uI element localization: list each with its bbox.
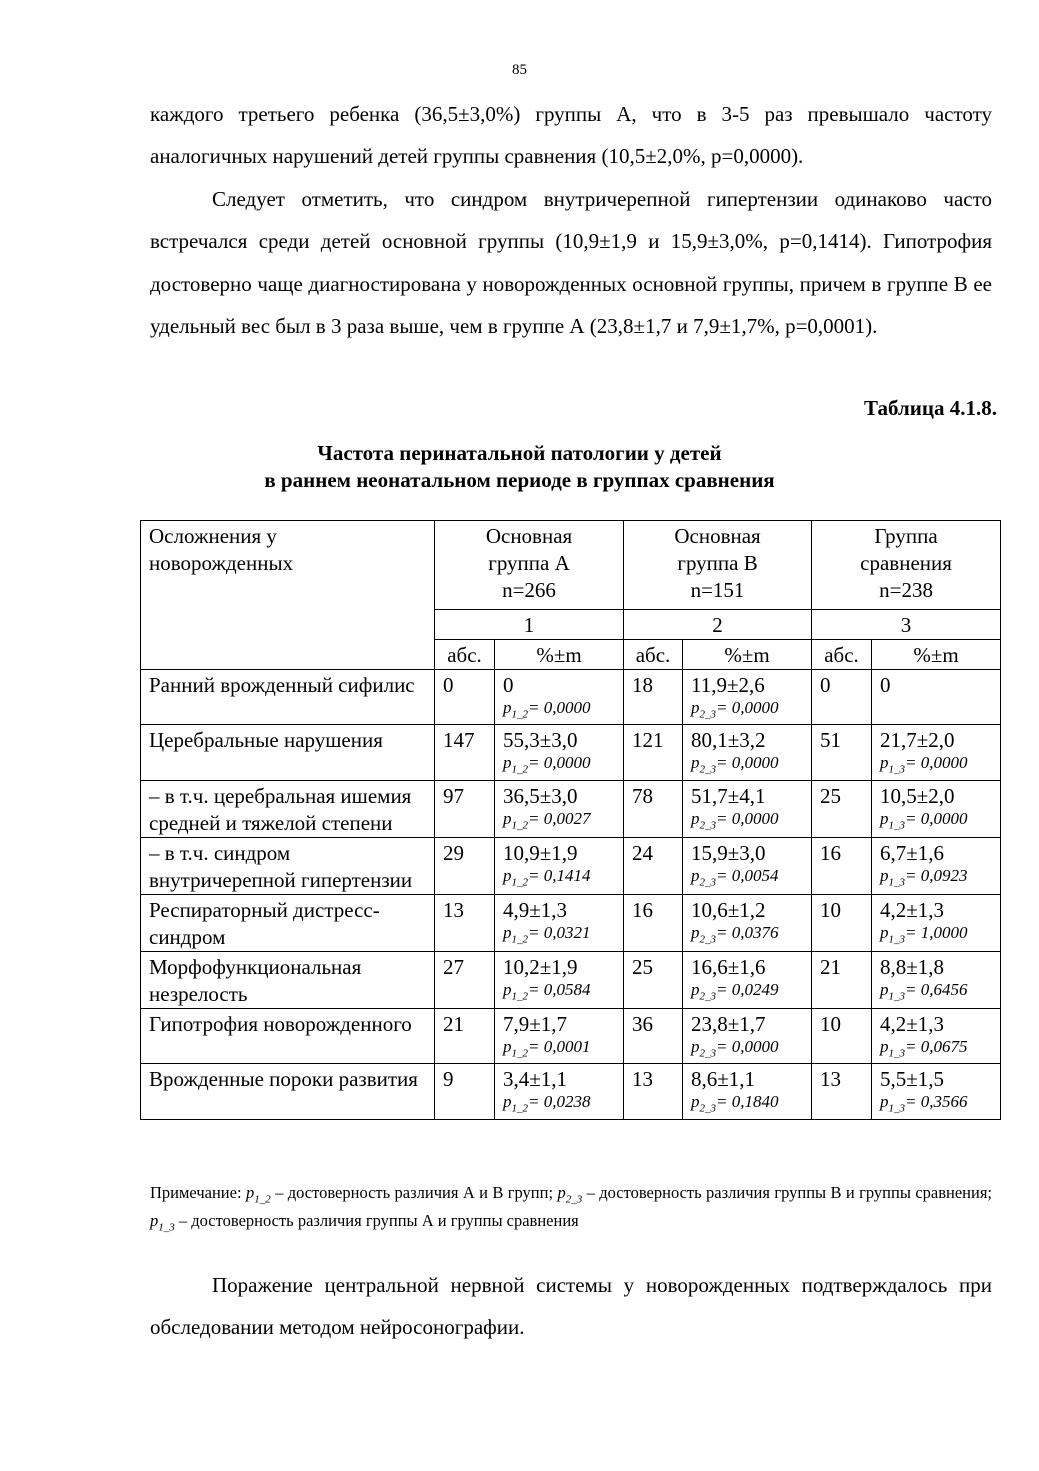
cell-c-abs-value: 51: [820, 728, 842, 753]
cell-a-abs-value: 0: [443, 673, 454, 697]
p-value: $p_{1\_2}= 0,0321$: [503, 922, 591, 946]
cell-a-pct: [495, 894, 624, 951]
cell-a-abs-value: 13: [443, 897, 464, 922]
p-value: $p_{1\_2}= 0,0001$: [503, 1036, 591, 1060]
table-label: Таблица 4.1.8.: [864, 396, 997, 420]
cell-a-abs: [435, 1008, 495, 1063]
subheader-abs: абс.: [624, 640, 683, 670]
cell-b-abs: [624, 780, 683, 837]
cell-c-pct: [872, 1064, 1001, 1119]
cell-b-abs: [624, 951, 683, 1008]
p-value: $p_{2\_3}= 0,0054$: [691, 865, 779, 889]
subheader-pct: %±m: [872, 640, 1001, 670]
group-c-n: n=238: [879, 578, 933, 602]
row-label-value: – в т.ч. церебральная ишемия средней и тяжелой степени: [149, 783, 412, 835]
cell-c-pct: [872, 951, 1001, 1008]
cell-a-abs-value: 29: [443, 840, 464, 865]
body-text-top: [150, 93, 992, 347]
group-a-number: 1: [435, 610, 624, 640]
cell-a-pct: [495, 1008, 624, 1063]
p-value: $p_{2\_3}= 0,1840$: [691, 1092, 779, 1115]
cell-a-pct-value: 10,9±1,9: [503, 840, 578, 865]
cell-a-pct-value: 4,9±1,3: [503, 897, 568, 922]
cell-b-pct-value: 51,7±4,1: [691, 783, 766, 808]
cell-b-pct: [683, 1064, 812, 1119]
p-value: $p_{1\_2}= 0,0027$: [503, 808, 591, 832]
p-value: $p_{2\_3}= 0,0000$: [691, 808, 779, 832]
cell-c-pct: [872, 725, 1001, 780]
row-label: [141, 837, 435, 894]
cell-a-pct: [495, 670, 624, 725]
cell-c-pct: [872, 837, 1001, 894]
cell-b-abs-value: 25: [632, 954, 654, 979]
cell-c-abs: [812, 725, 872, 780]
subheader-pct: %±m: [495, 640, 624, 670]
cell-b-abs: [624, 837, 683, 894]
cell-c-abs: [812, 670, 872, 725]
group-b-n: n=151: [690, 578, 745, 602]
cell-c-abs-value: 13: [820, 1067, 842, 1092]
cell-c-pct: [872, 1008, 1001, 1063]
cell-b-pct-value: 16,6±1,6: [691, 954, 766, 979]
cell-c-pct-value: 8,8±1,8: [880, 954, 945, 979]
cell-a-pct-value: 0: [503, 673, 514, 697]
cell-b-abs: [624, 894, 683, 951]
paragraph-2: Следует отметить, что синдром внутричерепной гипертензии одинаково часто встречался среди детей основной группы (10,9±1,9 и 15,9±3,0%, p=0,1414). Гипотрофия достоверно чаще диагностирована у новорожденных основной группы, причем в группе В ее удельный вес был в 3 раза выше, чем в группе А (23,8±1,7 и 7,9±1,7%, p=0,0001).: [150, 186, 992, 339]
row-label: [141, 1008, 435, 1063]
cell-c-pct: [872, 670, 1001, 725]
cell-a-abs: [435, 894, 495, 951]
row-label-value: Гипотрофия новорожденного: [149, 1011, 412, 1036]
table-caption-line-1: Частота перинатальной патологии у детей: [317, 441, 722, 465]
header-group-a: [435, 521, 624, 610]
p-value: $p_{1\_2}= 0,1414$: [503, 865, 591, 889]
p-value: $p_{1\_2}= 0,0000$: [503, 698, 591, 721]
body-text-bottom: [150, 1264, 992, 1349]
group-b-line2: группа В: [677, 551, 758, 575]
cell-b-abs: [624, 1064, 683, 1119]
cell-b-pct-value: 80,1±3,2: [691, 728, 766, 753]
table-row: [141, 670, 1001, 725]
row-label: [141, 670, 435, 725]
cell-b-abs-value: 121: [632, 728, 664, 753]
p-value: $p_{1\_3}= 1,0000$: [880, 922, 968, 946]
cell-b-pct: [683, 837, 812, 894]
group-b-line1: Основная: [674, 524, 761, 548]
header-group-b: [624, 521, 812, 610]
pathology-table: [140, 520, 1001, 1120]
cell-a-pct: [495, 780, 624, 837]
p-value: $p_{1\_2}= 0,0000$: [503, 753, 591, 776]
cell-b-pct-value: 10,6±1,2: [691, 897, 766, 922]
table-caption-line-2: в раннем неонатальном периоде в группах сравнения: [264, 468, 775, 492]
cell-c-abs: [812, 837, 872, 894]
header-complications: Осложнения у новорожденных: [141, 521, 435, 670]
table-row: [141, 725, 1001, 780]
cell-c-pct-value: 6,7±1,6: [880, 840, 945, 865]
cell-b-abs: [624, 670, 683, 725]
cell-c-pct-value: 0: [880, 673, 891, 697]
cell-a-pct-value: 36,5±3,0: [503, 783, 578, 808]
cell-a-abs: [435, 780, 495, 837]
group-b-number: 2: [624, 610, 812, 640]
cell-a-abs: [435, 951, 495, 1008]
cell-c-abs: [812, 894, 872, 951]
cell-b-abs: [624, 725, 683, 780]
row-label-value: Церебральные нарушения: [149, 728, 383, 753]
subheader-abs: абс.: [812, 640, 872, 670]
cell-a-abs: [435, 725, 495, 780]
cell-b-pct: [683, 780, 812, 837]
cell-b-abs-value: 13: [632, 1067, 654, 1092]
cell-a-abs: [435, 837, 495, 894]
table-note: Примечание: $p_{1\_2}$ – достоверность различия А и В групп; $p_{2\_3}$ – достоверность различия группы В и группы сравнения; $p_{1\_3}$ – достоверность различия группы А и группы сравнения: [150, 1183, 992, 1234]
p-value: $p_{1\_2}= 0,0238$: [503, 1092, 591, 1115]
cell-b-abs: [624, 1008, 683, 1063]
row-label: [141, 725, 435, 780]
cell-c-pct-value: 4,2±1,3: [880, 1011, 945, 1036]
row-label: [141, 1064, 435, 1119]
p-value: $p_{1\_3}= 0,0675$: [880, 1036, 968, 1060]
page-number: 85: [512, 62, 527, 78]
subheader-pct: %±m: [683, 640, 812, 670]
p-value: $p_{1\_3}= 0,0923$: [880, 865, 968, 889]
table-row: [141, 894, 1001, 951]
p-value: $p_{1\_3}= 0,3566$: [880, 1092, 968, 1115]
paragraph-3: Поражение центральной нервной системы у новорожденных подтверждалось при обследовании методом нейросонографии.: [150, 1273, 992, 1340]
p-value: $p_{1\_2}= 0,0584$: [503, 979, 591, 1003]
p-value: $p_{2\_3}= 0,0000$: [691, 698, 779, 721]
cell-a-pct-value: 3,4±1,1: [503, 1067, 568, 1092]
row-label-value: Респираторный дистресс-синдром: [149, 897, 380, 949]
cell-b-pct: [683, 670, 812, 725]
table-row: [141, 780, 1001, 837]
cell-a-abs-value: 9: [443, 1067, 454, 1092]
p-value: $p_{1\_3}= 0,0000$: [880, 753, 968, 776]
row-label-value: Морфофункциональная незрелость: [149, 954, 362, 1006]
cell-b-abs-value: 16: [632, 897, 654, 922]
cell-c-pct-value: 10,5±2,0: [880, 783, 955, 808]
cell-c-pct-value: 5,5±1,5: [880, 1067, 945, 1092]
cell-c-pct: [872, 780, 1001, 837]
header-group-c: [812, 521, 1001, 610]
p-value: $p_{2\_3}= 0,0000$: [691, 1036, 779, 1060]
row-label: [141, 951, 435, 1008]
cell-c-pct-value: 4,2±1,3: [880, 897, 945, 922]
cell-a-pct-value: 7,9±1,7: [503, 1011, 568, 1036]
cell-a-pct: [495, 1064, 624, 1119]
cell-a-abs-value: 21: [443, 1011, 464, 1036]
cell-b-pct-value: 15,9±3,0: [691, 840, 766, 865]
cell-c-abs-value: 16: [820, 840, 842, 865]
cell-a-abs-value: 147: [443, 728, 475, 753]
cell-b-abs-value: 78: [632, 783, 654, 808]
cell-c-abs: [812, 1008, 872, 1063]
row-label-value: – в т.ч. синдром внутричерепной гипертензии: [149, 840, 413, 892]
cell-a-pct-value: 10,2±1,9: [503, 954, 578, 979]
row-label-value: Ранний врожденный сифилис: [149, 673, 415, 697]
cell-c-abs: [812, 951, 872, 1008]
cell-c-abs: [812, 1064, 872, 1119]
cell-b-pct: [683, 725, 812, 780]
cell-b-pct: [683, 1008, 812, 1063]
p-value: $p_{1\_3}= 0,0000$: [880, 808, 968, 832]
cell-c-pct-value: 21,7±2,0: [880, 728, 955, 753]
subheader-abs: абс.: [435, 640, 495, 670]
cell-c-abs-value: 25: [820, 783, 842, 808]
cell-b-pct: [683, 951, 812, 1008]
table-row: [141, 951, 1001, 1008]
table-caption: [0, 440, 1039, 494]
cell-c-abs-value: 10: [820, 1011, 842, 1036]
group-a-n: n=266: [502, 578, 556, 602]
cell-b-abs-value: 24: [632, 840, 654, 865]
cell-a-pct: [495, 725, 624, 780]
cell-b-pct-value: 23,8±1,7: [691, 1011, 766, 1036]
cell-c-abs-value: 10: [820, 897, 842, 922]
cell-a-abs: [435, 670, 495, 725]
cell-c-abs-value: 0: [820, 673, 831, 697]
cell-c-pct: [872, 894, 1001, 951]
group-c-line2: сравнения: [860, 551, 952, 575]
group-a-line2: группа А: [488, 551, 570, 575]
cell-a-pct: [495, 837, 624, 894]
p-value: $p_{2\_3}= 0,0000$: [691, 753, 779, 776]
cell-a-pct-value: 55,3±3,0: [503, 728, 578, 753]
row-label: [141, 780, 435, 837]
table-row: [141, 1008, 1001, 1063]
cell-a-abs-value: 27: [443, 954, 464, 979]
row-label: [141, 894, 435, 951]
cell-b-pct-value: 8,6±1,1: [691, 1067, 756, 1092]
cell-b-pct: [683, 894, 812, 951]
paragraph-1: каждого третьего ребенка (36,5±3,0%) группы А, что в 3-5 раз превышало частоту аналогичных нарушений детей группы сравнения (10,5±2,0%, p=0,0000).: [150, 102, 992, 169]
table-row: [141, 837, 1001, 894]
cell-c-abs-value: 21: [820, 954, 842, 979]
p-value: $p_{2\_3}= 0,0249$: [691, 979, 779, 1003]
cell-a-abs: [435, 1064, 495, 1119]
cell-a-pct: [495, 951, 624, 1008]
cell-b-abs-value: 36: [632, 1011, 654, 1036]
group-c-number: 3: [812, 610, 1001, 640]
group-a-line1: Основная: [485, 524, 573, 548]
row-label-value: Врожденные пороки развития: [149, 1067, 418, 1092]
cell-b-abs-value: 18: [632, 673, 654, 697]
p-value: $p_{1\_3}= 0,6456$: [880, 979, 968, 1003]
table-row: [141, 1064, 1001, 1119]
group-c-line1: Группа: [874, 524, 938, 548]
cell-b-pct-value: 11,9±2,6: [691, 673, 765, 697]
cell-a-abs-value: 97: [443, 783, 464, 808]
cell-c-abs: [812, 780, 872, 837]
p-value: $p_{2\_3}= 0,0376$: [691, 922, 779, 946]
